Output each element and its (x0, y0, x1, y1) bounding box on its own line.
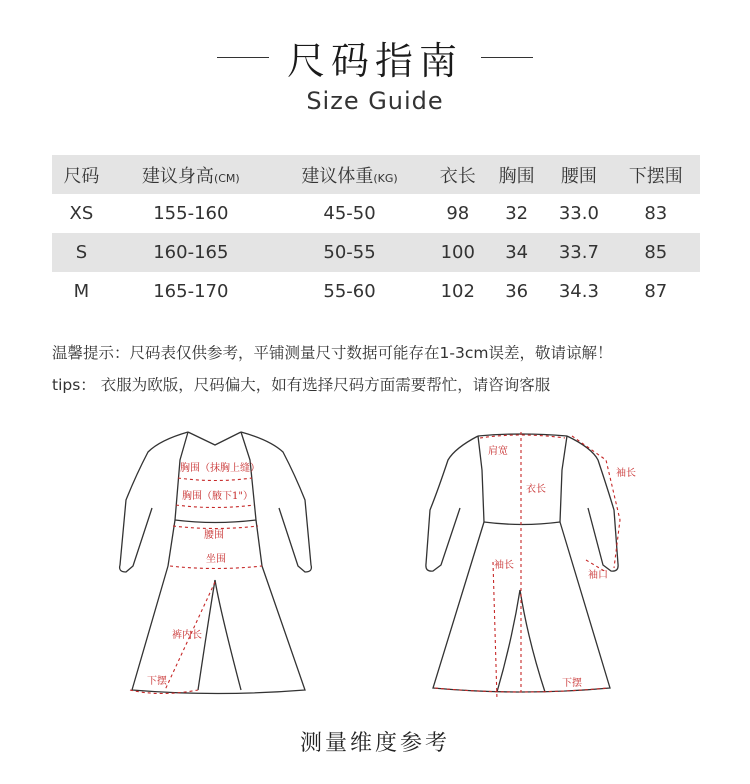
cell-hem: 87 (644, 281, 668, 302)
title-row (0, 30, 750, 85)
cell-weight: 50-55 (271, 233, 429, 272)
page-subtitle: Size Guide (306, 87, 444, 115)
cell-height: 155-160 (153, 203, 229, 224)
diagram-caption: 测量维度参考 (299, 731, 450, 756)
cell-chest: 32 (505, 203, 529, 224)
table-row (52, 194, 700, 233)
cell-chest: 34 (487, 233, 546, 272)
cell-length: 98 (446, 203, 470, 224)
table-row (52, 233, 700, 272)
fit-tip-note: tips： 衣服为欧版，尺码偏大，如有选择尺码方面需要帮忙，请咨询客服 (52, 376, 551, 394)
cell-hem: 83 (644, 203, 668, 224)
size-tip-note: 温馨提示：尺码表仅供参考，平铺测量尺寸数据可能存在1-3cm误差，敬请谅解！ (52, 344, 613, 362)
cell-size: M (73, 281, 90, 302)
table-row (52, 272, 700, 311)
front-chest-upper-label: 胸围（抹胸上缝） (180, 463, 260, 474)
cell-waist: 34.3 (558, 281, 599, 302)
col-length: 衣长 (428, 155, 487, 194)
back-sleeve-label: 袖长 (616, 468, 636, 479)
title-left-rule (217, 57, 269, 58)
front-hem-label: 下摆 (147, 676, 167, 687)
back-cuff-label: 袖口 (588, 570, 608, 581)
cell-waist: 33.7 (546, 233, 612, 272)
page-title: 尺码指南 (286, 39, 463, 83)
back-measure-lines (435, 432, 620, 700)
cell-weight: 45-50 (323, 203, 376, 224)
cell-size: XS (69, 203, 94, 224)
size-guide-header (0, 30, 750, 115)
cell-length: 102 (440, 281, 475, 302)
cell-waist: 33.0 (558, 203, 599, 224)
front-inseam-label: 裤内长 (172, 630, 202, 641)
cell-hem: 85 (612, 233, 700, 272)
front-chest-lower-label: 胸围（腋下1"） (182, 491, 253, 502)
front-waist-label: 腰围 (204, 530, 224, 541)
table-header-row (52, 155, 700, 194)
col-hem: 下摆围 (612, 155, 700, 194)
cell-length: 100 (428, 233, 487, 272)
front-hip-label: 坐围 (206, 554, 226, 565)
back-shoulder-label: 肩宽 (488, 446, 508, 457)
col-chest: 胸围 (487, 155, 546, 194)
cell-size: S (52, 233, 111, 272)
col-waist: 腰围 (546, 155, 612, 194)
cell-height: 165-170 (153, 281, 229, 302)
back-dress-outline (426, 434, 618, 692)
cell-weight: 55-60 (323, 281, 376, 302)
cell-chest: 36 (505, 281, 529, 302)
col-height: 建议身高(CM) (111, 155, 271, 194)
front-measure-lines (130, 478, 262, 694)
title-right-rule (481, 57, 533, 58)
back-hem-label: 下摆 (562, 678, 582, 689)
col-size: 尺码 (52, 155, 111, 194)
back-length-label: 衣长 (526, 484, 546, 495)
cell-height: 160-165 (111, 233, 271, 272)
size-table (52, 155, 700, 311)
measurement-diagram (0, 415, 750, 705)
col-weight: 建议体重(KG) (271, 155, 429, 194)
back-sleeve-alt-label: 袖长 (494, 560, 514, 571)
